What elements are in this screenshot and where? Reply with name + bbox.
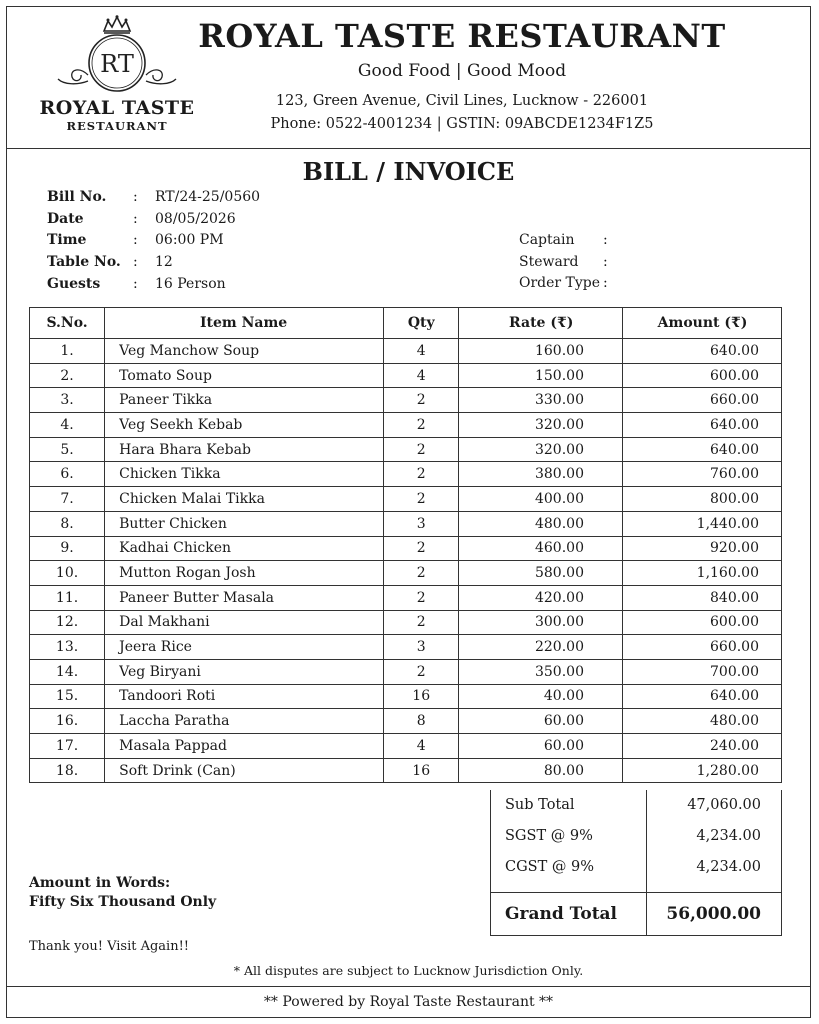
row-qty: 2 (384, 659, 459, 684)
grand-total-label: Grand Total (491, 893, 647, 936)
row-qty: 3 (384, 511, 459, 536)
row-amount: 840.00 (622, 585, 781, 610)
items-table (29, 307, 782, 783)
row-rate: 220.00 (459, 635, 623, 660)
contact-info: Phone: 0522-4001234 | GSTIN: 09ABCDE1234F1Z5 (270, 116, 654, 132)
row-amount: 800.00 (622, 487, 781, 512)
row-qty: 2 (384, 388, 459, 413)
meta-colon: : (603, 275, 608, 292)
table-row (30, 610, 782, 635)
row-item-name: Mutton Rogan Josh (105, 561, 384, 586)
meta-row (47, 273, 260, 295)
row-rate: 320.00 (459, 437, 623, 462)
meta-colon: : (603, 231, 608, 248)
row-sno: 3. (30, 388, 105, 413)
row-item-name: Jeera Rice (105, 635, 384, 660)
meta-label: Guests (47, 276, 101, 293)
meta-label: Bill No. (47, 188, 107, 205)
subtotal-row (491, 790, 782, 821)
meta-label: Steward (519, 253, 579, 270)
table-row (30, 635, 782, 660)
cgst-row (491, 851, 782, 882)
row-rate: 330.00 (459, 388, 623, 413)
cgst-value: 4,234.00 (647, 851, 782, 882)
row-amount: 1,280.00 (622, 758, 781, 783)
row-qty: 3 (384, 635, 459, 660)
thank-you-note: Thank you! Visit Again!! (29, 939, 190, 954)
table-row (30, 734, 782, 759)
row-sno: 4. (30, 413, 105, 438)
row-rate: 160.00 (459, 339, 623, 364)
row-item-name: Soft Drink (Can) (105, 758, 384, 783)
meta-row (519, 229, 625, 251)
meta-colon: : (133, 188, 138, 205)
row-amount: 1,160.00 (622, 561, 781, 586)
row-amount: 480.00 (622, 709, 781, 734)
table-row (30, 487, 782, 512)
grand-total-value: 56,000.00 (647, 893, 782, 936)
table-row (30, 462, 782, 487)
row-qty: 2 (384, 536, 459, 561)
row-amount: 640.00 (622, 684, 781, 709)
row-item-name: Chicken Malai Tikka (105, 487, 384, 512)
meta-value: 16 Person (155, 276, 226, 293)
subtotal-value: 47,060.00 (647, 790, 782, 821)
column-header-item-name: Item Name (105, 308, 384, 339)
column-header-amount: Amount (₹) (622, 308, 781, 339)
row-rate: 60.00 (459, 709, 623, 734)
row-qty: 2 (384, 487, 459, 512)
row-amount: 760.00 (622, 462, 781, 487)
row-item-name: Chicken Tikka (105, 462, 384, 487)
table-row (30, 363, 782, 388)
row-qty: 2 (384, 413, 459, 438)
row-sno: 8. (30, 511, 105, 536)
grand-total-row (491, 893, 782, 936)
row-sno: 6. (30, 462, 105, 487)
sgst-value: 4,234.00 (647, 821, 782, 852)
meta-colon: : (133, 210, 138, 227)
table-row (30, 413, 782, 438)
row-item-name: Masala Pappad (105, 734, 384, 759)
meta-colon: : (133, 276, 138, 293)
meta-value: 06:00 PM (155, 232, 224, 249)
row-qty: 2 (384, 437, 459, 462)
subtotal-label: Sub Total (491, 790, 647, 821)
row-qty: 16 (384, 758, 459, 783)
row-sno: 15. (30, 684, 105, 709)
row-sno: 16. (30, 709, 105, 734)
row-rate: 380.00 (459, 462, 623, 487)
row-item-name: Dal Makhani (105, 610, 384, 635)
meta-colon: : (133, 232, 138, 249)
row-qty: 2 (384, 610, 459, 635)
row-sno: 9. (30, 536, 105, 561)
table-row (30, 758, 782, 783)
row-rate: 40.00 (459, 684, 623, 709)
invoice-title: BILL / INVOICE (302, 157, 515, 186)
sgst-row (491, 821, 782, 852)
row-rate: 580.00 (459, 561, 623, 586)
totals-spacer (491, 882, 782, 893)
meta-colon: : (133, 254, 138, 271)
jurisdiction-disclaimer: * All disputes are subject to Lucknow Jurisdiction Only. (233, 963, 584, 978)
tagline: Good Food | Good Mood (357, 61, 567, 81)
crown-monogram-icon (52, 15, 182, 97)
row-qty: 2 (384, 462, 459, 487)
sgst-label: SGST @ 9% (491, 821, 647, 852)
row-sno: 1. (30, 339, 105, 364)
table-header-row (30, 308, 782, 339)
meta-row (519, 251, 625, 273)
table-row (30, 536, 782, 561)
table-row (30, 709, 782, 734)
table-row (30, 684, 782, 709)
row-sno: 13. (30, 635, 105, 660)
restaurant-name: ROYAL TASTE RESTAURANT (198, 17, 726, 55)
row-amount: 920.00 (622, 536, 781, 561)
invoice-header (7, 7, 810, 149)
column-header-qty: Qty (384, 308, 459, 339)
row-rate: 420.00 (459, 585, 623, 610)
row-sno: 18. (30, 758, 105, 783)
meta-label: Time (47, 232, 87, 249)
row-amount: 640.00 (622, 413, 781, 438)
row-qty: 4 (384, 363, 459, 388)
row-amount: 660.00 (622, 635, 781, 660)
amount-in-words-value: Fifty Six Thousand Only (29, 894, 217, 910)
row-rate: 300.00 (459, 610, 623, 635)
table-row (30, 339, 782, 364)
row-sno: 17. (30, 734, 105, 759)
row-item-name: Hara Bhara Kebab (105, 437, 384, 462)
row-amount: 600.00 (622, 363, 781, 388)
row-item-name: Veg Manchow Soup (105, 339, 384, 364)
totals-table (490, 790, 782, 936)
row-amount: 1,440.00 (622, 511, 781, 536)
meta-row (47, 230, 260, 252)
meta-label: Table No. (47, 254, 121, 271)
row-rate: 60.00 (459, 734, 623, 759)
row-sno: 12. (30, 610, 105, 635)
row-sno: 10. (30, 561, 105, 586)
meta-row (47, 251, 260, 273)
bill-meta-right (519, 229, 625, 294)
row-amount: 240.00 (622, 734, 781, 759)
row-sno: 5. (30, 437, 105, 462)
row-item-name: Veg Seekh Kebab (105, 413, 384, 438)
row-item-name: Paneer Butter Masala (105, 585, 384, 610)
row-rate: 80.00 (459, 758, 623, 783)
meta-row (47, 208, 260, 230)
row-amount: 640.00 (622, 339, 781, 364)
row-amount: 600.00 (622, 610, 781, 635)
row-qty: 8 (384, 709, 459, 734)
address: 123, Green Avenue, Civil Lines, Lucknow - 226001 (275, 93, 649, 109)
meta-value: 12 (155, 254, 173, 271)
row-qty: 2 (384, 585, 459, 610)
meta-colon: : (603, 253, 608, 270)
meta-row (47, 186, 260, 208)
row-amount: 700.00 (622, 659, 781, 684)
row-rate: 400.00 (459, 487, 623, 512)
table-row (30, 437, 782, 462)
row-item-name: Laccha Paratha (105, 709, 384, 734)
row-amount: 660.00 (622, 388, 781, 413)
items-table-body (30, 339, 782, 783)
row-qty: 2 (384, 561, 459, 586)
table-row (30, 659, 782, 684)
meta-value: 08/05/2026 (155, 210, 236, 227)
row-sno: 7. (30, 487, 105, 512)
row-rate: 480.00 (459, 511, 623, 536)
logo-subtitle: RESTAURANT (66, 119, 168, 133)
row-item-name: Butter Chicken (105, 511, 384, 536)
row-qty: 4 (384, 339, 459, 364)
row-sno: 14. (30, 659, 105, 684)
bill-meta-left (47, 186, 260, 295)
invoice-page (6, 6, 811, 1018)
row-qty: 16 (384, 684, 459, 709)
row-rate: 460.00 (459, 536, 623, 561)
row-rate: 320.00 (459, 413, 623, 438)
meta-label: Date (47, 210, 84, 227)
row-sno: 2. (30, 363, 105, 388)
table-row (30, 388, 782, 413)
row-item-name: Tomato Soup (105, 363, 384, 388)
table-row (30, 511, 782, 536)
meta-label: Order Type (519, 275, 601, 292)
svg-text:RT: RT (100, 50, 134, 78)
logo-name: ROYAL TASTE (39, 97, 195, 119)
row-item-name: Paneer Tikka (105, 388, 384, 413)
column-header-rate: Rate (₹) (459, 308, 623, 339)
meta-row (519, 273, 625, 295)
meta-label: Captain (519, 231, 575, 248)
restaurant-logo (37, 15, 197, 145)
row-item-name: Veg Biryani (105, 659, 384, 684)
row-item-name: Kadhai Chicken (105, 536, 384, 561)
row-rate: 150.00 (459, 363, 623, 388)
meta-value: RT/24-25/0560 (155, 188, 261, 205)
row-qty: 4 (384, 734, 459, 759)
cgst-label: CGST @ 9% (491, 851, 647, 882)
column-header-sno: S.No. (30, 308, 105, 339)
footer: ** Powered by Royal Taste Restaurant ** (7, 986, 810, 1018)
amount-in-words-label: Amount in Words: (29, 875, 171, 891)
row-amount: 640.00 (622, 437, 781, 462)
row-sno: 11. (30, 585, 105, 610)
row-rate: 350.00 (459, 659, 623, 684)
table-row (30, 585, 782, 610)
table-row (30, 561, 782, 586)
row-item-name: Tandoori Roti (105, 684, 384, 709)
